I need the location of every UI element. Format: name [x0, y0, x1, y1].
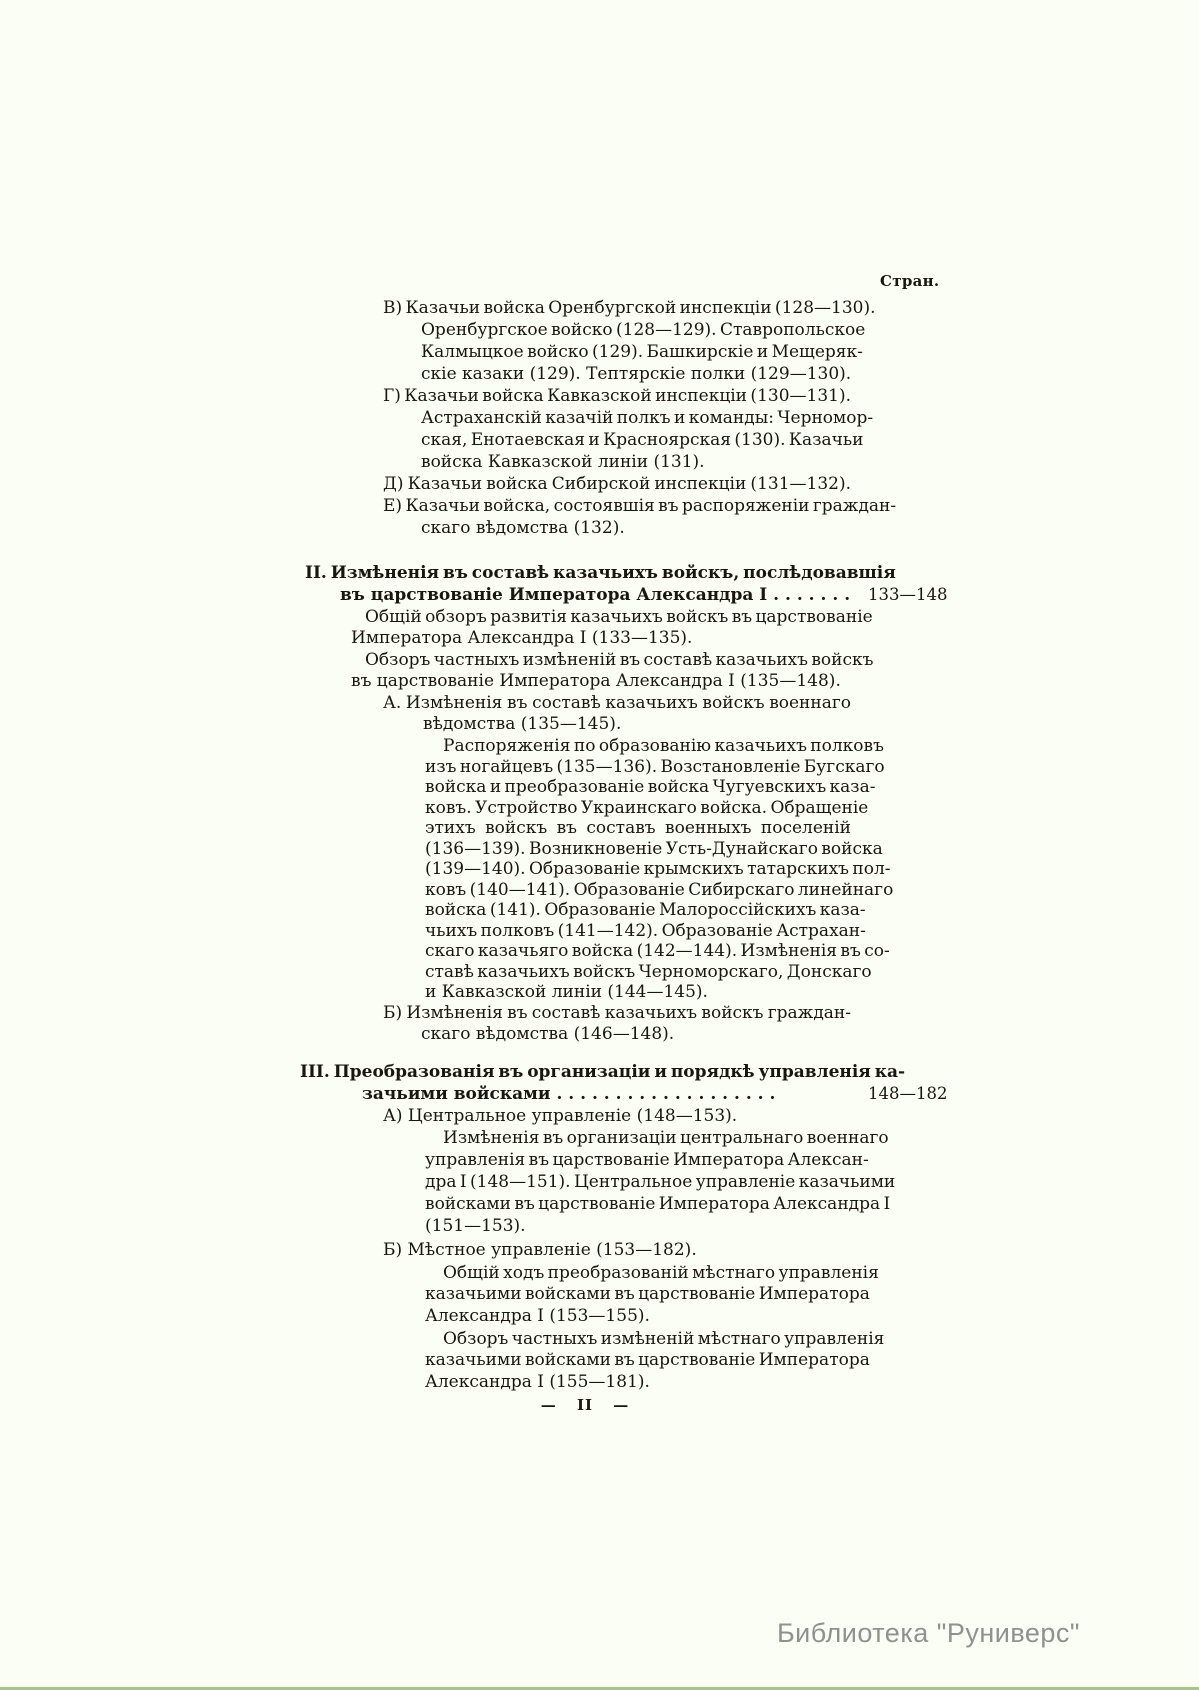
pages-column-header: Стран. [880, 272, 940, 290]
toc-line [425, 1150, 869, 1172]
toc-line [383, 496, 897, 518]
toc-line [421, 364, 851, 386]
toc-line-text: А. Измѣненія въ составѣ казачьихъ войскъ военнаго [383, 693, 851, 713]
toc-line [421, 452, 851, 474]
toc-line [425, 777, 876, 799]
toc-line [365, 650, 874, 672]
toc-line [425, 1216, 851, 1238]
toc-line-text: войска Кавказской линіи (131). [421, 452, 705, 472]
toc-line-text: Г) Казачьи войска Кавказской инспекціи (130—131). [383, 386, 851, 406]
toc-line [383, 386, 851, 408]
toc-line-text: вѣдомства (135—145). [423, 714, 622, 734]
toc-line-text: войсками въ царствованіе Императора Александра I [425, 1194, 891, 1214]
toc-line-text: Общій обзоръ развитія казачьихъ войскъ въ царствованіе [365, 607, 873, 627]
toc-line [421, 408, 874, 430]
toc-line-text: войска и преобразованіе войска Чугуевскихъ каза- [425, 777, 876, 797]
toc-line-text: Императора Александра I (133—135). [351, 628, 693, 648]
toc-line [443, 736, 884, 758]
toc-line [425, 818, 851, 840]
toc-line-text: дра I (148—151). Центральное управленіе казачьими [425, 1172, 896, 1192]
toc-line [425, 1306, 851, 1328]
toc-line-text: Е) Казачьи войска, состоявшія въ распоряженіи граждан- [383, 496, 897, 516]
toc-line [425, 1284, 870, 1306]
toc-line-text: Б) Мѣстное управленіе (153—182). [383, 1240, 697, 1260]
toc-line-text: Общій ходъ преобразованій мѣстнаго управленія [443, 1263, 879, 1283]
toc-line-text: Д) Казачьи войска Сибирской инспекціи (131—132). [383, 474, 851, 494]
toc-line-text: скаго вѣдомства (146—148). [421, 1024, 675, 1044]
toc-line [421, 430, 864, 452]
toc-line [383, 1003, 851, 1025]
toc-line-text: Измѣненія въ организаціи центральнаго военнаго [443, 1128, 889, 1148]
toc-page-range: 133—148 [868, 585, 948, 604]
toc-line [421, 342, 863, 364]
toc-line [443, 1329, 885, 1351]
toc-line-text: (151—153). [425, 1216, 526, 1236]
toc-line-text: Александра I (155—181). [425, 1372, 650, 1392]
toc-line-text: войска (141). Образованіе Малороссійскихъ каза- [425, 900, 866, 920]
toc-line-text: А) Центральное управленіе (148—153). [383, 1106, 738, 1126]
page-number: — II — [540, 1396, 630, 1414]
toc-line-text: Александра I (153—155). [425, 1306, 650, 1326]
toc-line [443, 1263, 879, 1285]
watermark-runivers: Библиотека "Руниверс" [776, 1618, 1080, 1648]
toc-line-text: управленія въ царствованіе Императора Алексан- [425, 1150, 869, 1170]
toc-line [365, 607, 873, 629]
toc-line [443, 1128, 889, 1150]
toc-line [421, 320, 866, 342]
toc-line-text: ставѣ казачьихъ войскъ Черноморскаго, Донскаго [425, 962, 872, 982]
toc-line-text: ковъ. Устройство Украинскаго войска. Обращеніе [425, 798, 869, 818]
toc-line-text: (139—140). Образованіе крымскихъ татарскихъ пол- [425, 859, 891, 879]
toc-line [425, 839, 883, 861]
toc-line [383, 474, 851, 496]
toc-line-text: Обзоръ частныхъ измѣненій въ составѣ казачьихъ войскъ [365, 650, 874, 670]
toc-line [425, 1194, 891, 1216]
toc-line-text: зачьими войсками . . . . . . . . . . . . . . . . . . . [362, 1084, 776, 1104]
toc-line-text: казачьими войсками въ царствованіе Императора [425, 1284, 870, 1304]
toc-line-text: Б) Измѣненія въ составѣ казачьихъ войскъ граждан- [383, 1003, 851, 1023]
toc-line-text: скаго казачьяго войска (142—144). Измѣненія въ со- [425, 941, 890, 961]
toc-line-text: изъ ногайцевъ (135—136). Возстановленіе Бугскаго [425, 757, 885, 777]
toc-line-text: скіе казаки (129). Тептярскіе полки (129—130). [421, 364, 852, 384]
toc-line-text: Обзоръ частныхъ измѣненій мѣстнаго управленія [443, 1329, 885, 1349]
toc-line [351, 671, 851, 693]
toc-line-text: ковъ (140—141). Образованіе Сибирскаго линейнаго [425, 880, 894, 900]
toc-line-text: чьихъ полковъ (141—142). Образованіе Астрахан- [425, 921, 866, 941]
toc-line [351, 628, 851, 650]
toc-line [421, 518, 851, 540]
toc-section-heading-line [305, 563, 896, 585]
toc-line-text: II. Измѣненія въ составѣ казачьихъ войскъ, послѣдовавшія [305, 563, 896, 583]
toc-line [425, 962, 872, 984]
toc-line [425, 757, 885, 779]
toc-line [425, 1350, 870, 1372]
toc-line [425, 921, 866, 943]
toc-line-text: Калмыцкое войско (129). Башкирскіе и Мещеряк- [421, 342, 863, 362]
toc-line-text: казачьими войсками въ царствованіе Императора [425, 1350, 870, 1370]
toc-line [383, 1106, 851, 1128]
toc-line [425, 900, 866, 922]
toc-line-text: В) Казачьи войска Оренбургской инспекціи (128—130). [383, 298, 876, 318]
toc-line [425, 859, 891, 881]
toc-line-text: ская, Енотаевская и Красноярская (130). Казачьи [421, 430, 864, 450]
toc-section-heading-line [362, 1084, 851, 1106]
toc-line [383, 298, 876, 320]
toc-line [383, 693, 851, 715]
toc-line [425, 880, 894, 902]
toc-line-text: скаго вѣдомства (132). [421, 518, 625, 538]
toc-line-text: этихъ войскъ въ составъ военныхъ поселеній [425, 818, 851, 838]
toc-line [383, 1240, 851, 1262]
toc-line [425, 982, 851, 1004]
toc-section-heading-line [300, 1062, 906, 1084]
toc-line [425, 1172, 896, 1194]
toc-line-text: Распоряженія по образованію казачьихъ полковъ [443, 736, 884, 756]
toc-section-heading-line [340, 585, 851, 607]
toc-line-text: въ царствованіе Императора Александра I (135—148). [351, 671, 841, 691]
toc-line [423, 714, 851, 736]
toc-line-text: Астраханскій казачій полкъ и команды: Черномор- [421, 408, 874, 428]
toc-line-text: III. Преобразованія въ организаціи и порядкѣ управленія ка- [300, 1062, 906, 1082]
toc-page-range: 148—182 [868, 1084, 948, 1103]
toc-line [425, 798, 869, 820]
toc-line [421, 1024, 851, 1046]
toc-line-text: въ царствованіе Императора Александра I . . . . . . . [340, 585, 851, 605]
toc-line [425, 1372, 851, 1394]
toc-line-text: Оренбургское войско (128—129). Ставропольское [421, 320, 866, 340]
toc-line [425, 941, 890, 963]
toc-line-text: (136—139). Возникновеніе Усть-Дунайскаго войска [425, 839, 883, 859]
toc-line-text: и Кавказской линіи (144—145). [425, 982, 708, 1002]
